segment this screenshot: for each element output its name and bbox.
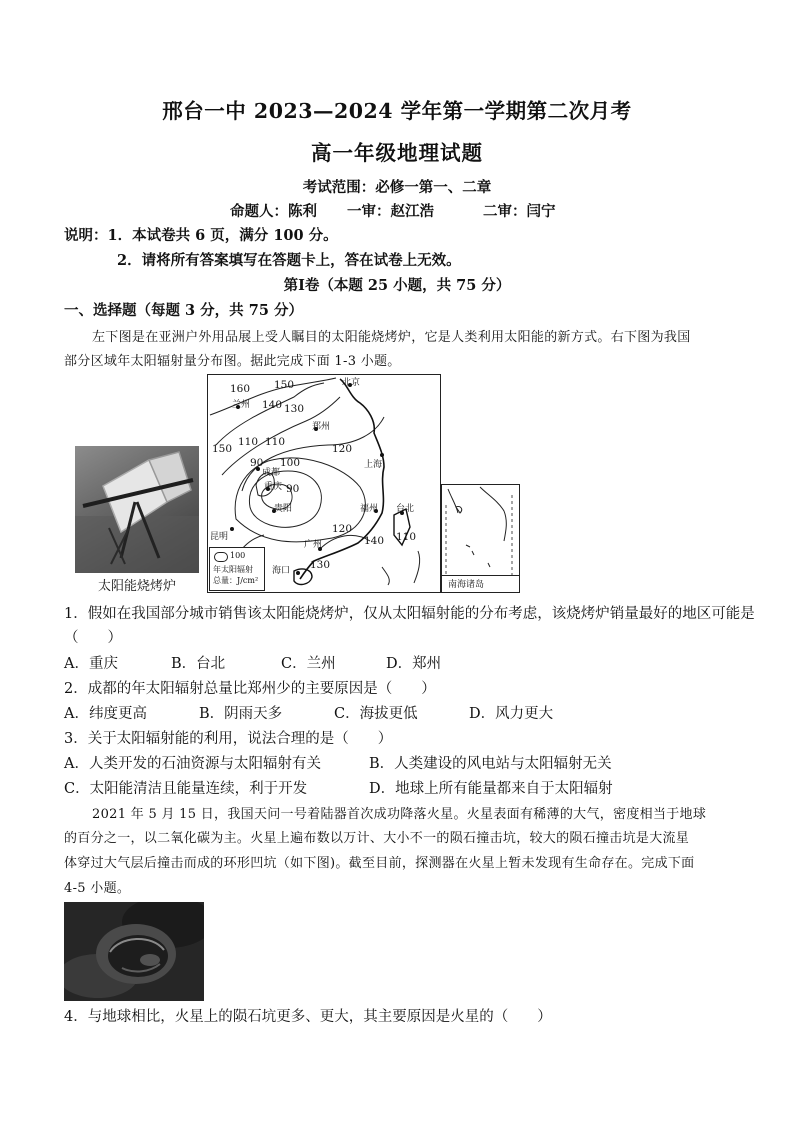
solar-cooker-photo [75, 446, 199, 573]
question-3-option-d[interactable]: D．地球上所有能量都来自于太阳辐射 [369, 781, 613, 797]
contour-label: 120 [332, 443, 353, 455]
exam-title: 邢台一中 2023—2024 学年第一学期第二次月考 [162, 99, 632, 123]
part-title: 一、选择题（每题 3 分，共 75 分） [64, 302, 303, 319]
solar-radiation-map [207, 374, 441, 593]
contour-label: 110 [396, 531, 417, 543]
intro-2-line-2: 的百分之一，以二氧化碳为主。火星上遍布数以万计、大小不一的陨石撞击坑，较大的陨石撞击坑是大流星 [64, 831, 690, 846]
question-1-answer-blank: （ ） [64, 630, 122, 646]
question-1-stem: 1．假如在我国部分城市销售该太阳能烧烤炉，仅从太阳辐射能的分布考虑，该烧烤炉销量最好的地区可能是 [64, 606, 755, 622]
exam-subtitle: 高一年级地理试题 [311, 141, 483, 165]
note-line-1: 说明：1．本试卷共 6 页，满分 100 分。 [64, 227, 338, 244]
contour-label: 110 [265, 436, 286, 448]
question-1-option-d[interactable]: D．郑州 [386, 656, 442, 672]
question-1-option-b[interactable]: B．台北 [171, 656, 226, 672]
author-name: 命题人：陈利 [230, 203, 317, 220]
solar-cooker-illustration [75, 446, 199, 573]
inset-caption-bar [442, 575, 519, 592]
question-3-stem: 3．关于太阳辐射能的利用，说法合理的是（ ） [64, 731, 393, 747]
legend-line-2: 总量：J/cm² [213, 576, 259, 585]
question-2-option-c[interactable]: C．海拔更低 [334, 706, 418, 722]
question-2-option-b[interactable]: B．阴雨天多 [199, 706, 283, 722]
city-label: 台北 [396, 504, 415, 514]
contour-label: 160 [230, 383, 251, 395]
contour-label: 90 [286, 483, 300, 495]
contour-label: 90 [250, 457, 264, 469]
contour-label: 110 [238, 436, 259, 448]
note-line-2: 2．请将所有答案填写在答题卡上，答在试卷上无效。 [117, 252, 461, 269]
question-3-option-c[interactable]: C．太阳能清洁且能量连续，利于开发 [64, 781, 308, 797]
question-4-stem: 4．与地球相比，火星上的陨石坑更多、更大，其主要原因是火星的（ ） [64, 1009, 552, 1025]
contour-label: 140 [262, 399, 283, 411]
question-3-option-b[interactable]: B．人类建设的风电站与太阳辐射无关 [369, 756, 612, 772]
city-label: 成都 [262, 468, 281, 478]
city-label: 福州 [360, 504, 379, 514]
first-reviewer: 一审：赵江浩 [347, 203, 434, 220]
contour-symbol-icon [214, 552, 228, 562]
city-label: 北京 [342, 378, 361, 388]
photo-caption: 太阳能烧烤炉 [98, 579, 177, 594]
contour-label: 130 [310, 559, 331, 571]
mars-crater-photo [64, 902, 204, 1001]
question-2-option-d[interactable]: D．风力更大 [469, 706, 554, 722]
second-reviewer: 二审：闫宁 [483, 203, 556, 220]
intro-2-line-3: 体穿过大气层后撞击而成的环形凹坑（如下图)。截至目前，探测器在火星上暂未发现有生命存在。完成下面 [64, 856, 695, 871]
city-label: 昆明 [210, 532, 229, 542]
legend-value: 100 [230, 551, 246, 560]
contour-label: 140 [364, 535, 385, 547]
city-label: 海口 [272, 566, 291, 576]
legend-line-1: 年太阳辐射 [213, 565, 253, 574]
city-label: 广州 [304, 540, 323, 550]
contour-label: 130 [284, 403, 305, 415]
intro-1-line-2: 部分区域年太阳辐射量分布图。据此完成下面 1-3 小题。 [64, 354, 401, 369]
city-label: 上海 [364, 460, 383, 470]
contour-label: 120 [332, 523, 353, 535]
section-title: 第Ⅰ卷（本题 25 小题，共 75 分） [283, 277, 511, 294]
question-2-stem: 2．成都的年太阳辐射总量比郑州少的主要原因是（ ） [64, 681, 436, 697]
intro-2-line-1: 2021 年 5 月 15 日，我国天问一号着陆器首次成功降落火星。火星表面有稀薄的大气，密度相当于地球 [92, 807, 707, 822]
city-label: 兰州 [232, 400, 251, 410]
intro-2-line-4: 4-5 小题。 [64, 881, 131, 896]
map-legend [209, 547, 265, 591]
intro-1-line-1: 左下图是在亚洲户外用品展上受人瞩目的太阳能烧烤炉，它是人类利用太阳能的新方式。右下图为我国 [92, 330, 691, 345]
contour-label: 150 [274, 379, 295, 391]
contour-label: 100 [280, 457, 301, 469]
city-label: 贵阳 [274, 504, 293, 514]
question-3-option-a[interactable]: A．人类开发的石油资源与太阳辐射有关 [64, 756, 321, 772]
question-1-option-c[interactable]: C．兰州 [281, 656, 336, 672]
exam-scope: 考试范围：必修一第一、二章 [302, 179, 492, 196]
inset-label: 南海诸岛 [448, 580, 485, 590]
question-2-option-a[interactable]: A．纬度更高 [64, 706, 147, 722]
city-label: 重庆 [264, 482, 283, 492]
contour-label: 150 [212, 443, 233, 455]
crater-illustration [64, 902, 204, 1001]
city-label: 郑州 [312, 422, 331, 432]
question-1-option-a[interactable]: A．重庆 [64, 656, 118, 672]
south-sea-inset [441, 484, 520, 593]
